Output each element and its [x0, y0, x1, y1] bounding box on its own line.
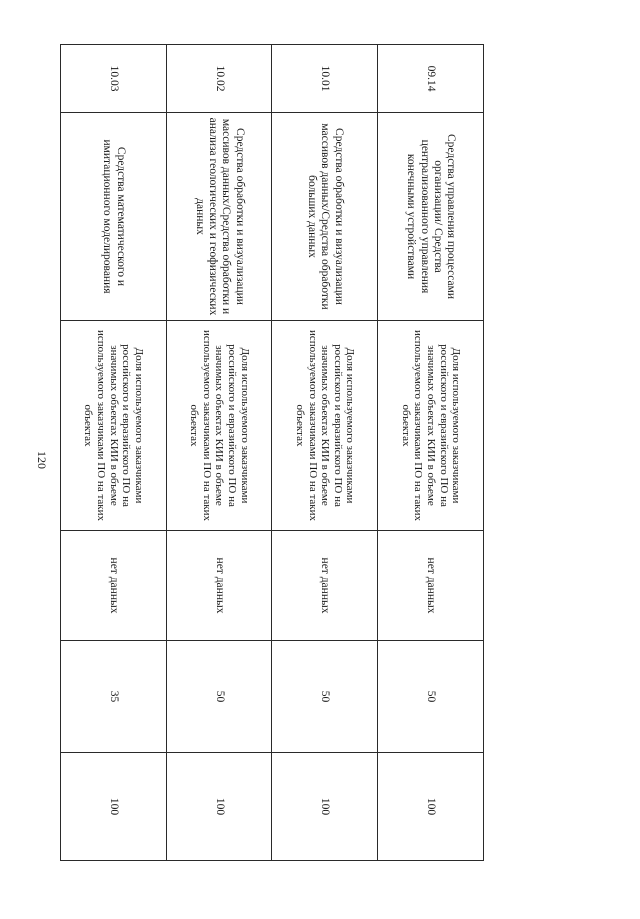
row-value-1: 35 [61, 641, 167, 753]
row-code: 10.02 [166, 45, 272, 113]
row-indicator: Доля используемого заказчиками российского и евразийского ПО на значимых объектах КИИ в объеме используемого заказчиками ПО на таких объектах [378, 321, 484, 531]
row-code: 09.14 [378, 45, 484, 113]
row-value-2: 100 [378, 753, 484, 861]
table-area [60, 44, 484, 860]
table-row [378, 45, 484, 861]
row-value-1: 50 [166, 641, 272, 753]
row-indicator: Доля используемого заказчиками российского и евразийского ПО на значимых объектах КИИ в объеме используемого заказчиками ПО на таких объектах [166, 321, 272, 531]
table-row [166, 45, 272, 861]
row-name: Средства обработки и визуализации массивов данных/Средства обработки больших данных [272, 113, 378, 321]
row-value-1: 50 [272, 641, 378, 753]
rotated-table-wrapper [60, 44, 484, 860]
row-baseline: нет данных [378, 531, 484, 641]
row-baseline: нет данных [272, 531, 378, 641]
row-indicator: Доля используемого заказчиками российского и евразийского ПО на значимых объектах КИИ в объеме используемого заказчиками ПО на таких объектах [272, 321, 378, 531]
row-value-1: 50 [378, 641, 484, 753]
page-number: 120 [35, 451, 49, 469]
row-code: 10.01 [272, 45, 378, 113]
table-row [272, 45, 378, 861]
row-name: Средства управления процессами организации/ Средства централизованного управления конечными устройствами [378, 113, 484, 321]
row-value-2: 100 [272, 753, 378, 861]
row-indicator: Доля используемого заказчиками российского и евразийского ПО на значимых объектах КИИ в объеме используемого заказчиками ПО на таких объектах [61, 321, 167, 531]
row-name: Средства обработки и визуализации массивов данных/Средства обработки и анализа геологических и геофизических данных [166, 113, 272, 321]
row-baseline: нет данных [61, 531, 167, 641]
row-name: Средства математического и имитационного моделирования [61, 113, 167, 321]
row-baseline: нет данных [166, 531, 272, 641]
row-value-2: 100 [61, 753, 167, 861]
row-value-2: 100 [166, 753, 272, 861]
row-code: 10.03 [61, 45, 167, 113]
indicators-table [60, 44, 484, 861]
table-row [61, 45, 167, 861]
